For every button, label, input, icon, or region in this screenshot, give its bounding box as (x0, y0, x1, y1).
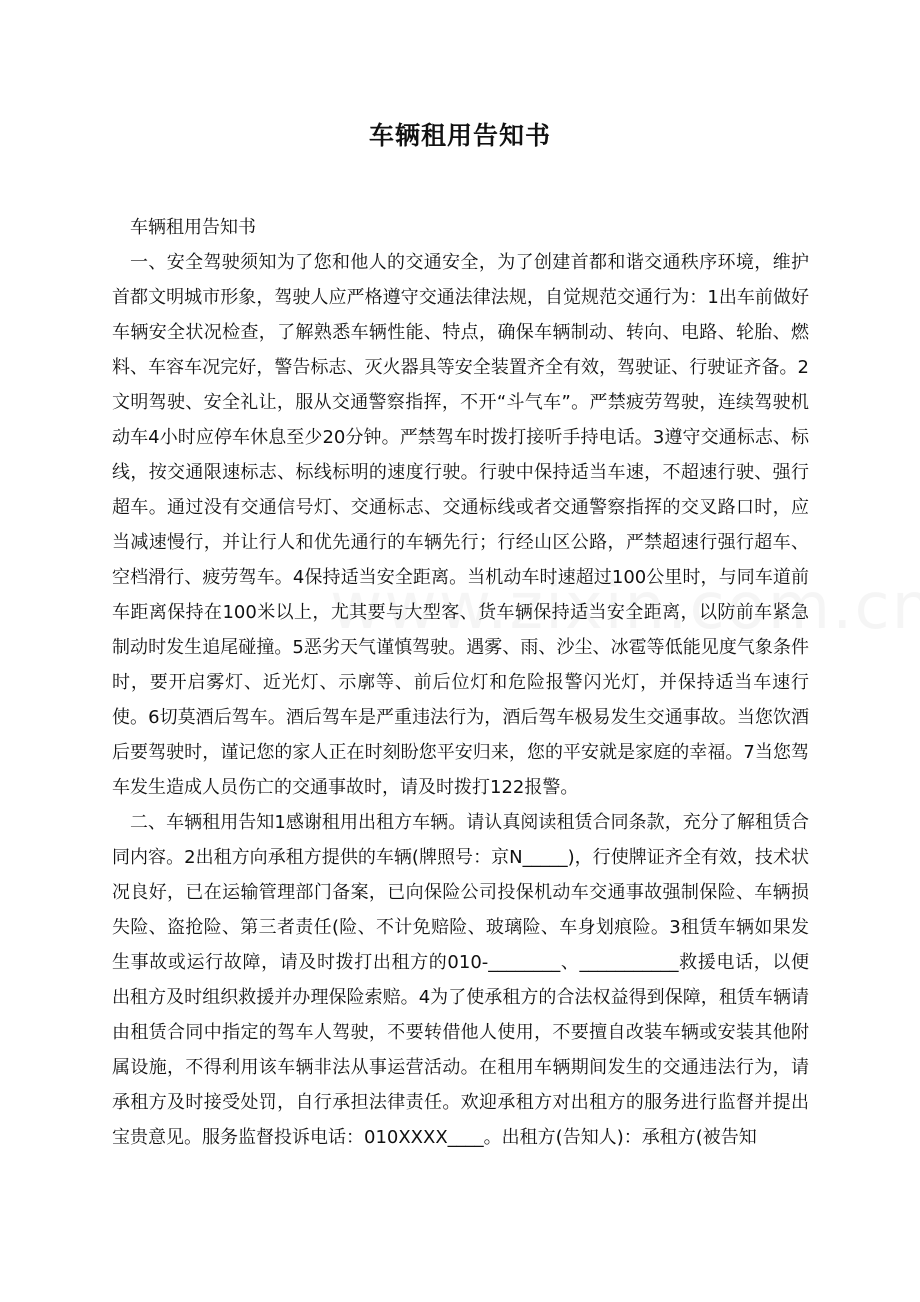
paragraph-safety-notice: 一、安全驾驶须知为了您和他人的交通安全，为了创建首都和谐交通秩序环境，维护首都文明城市形象，驾驶人应严格遵守交通法律法规，自觉规范交通行为：1出车前做好车辆安全状况检查，了解熟悉车辆性能、特点，确保车辆制动、转向、电路、轮胎、燃料、车容车况完好，警告标志、灭火器具等安全装置齐全有效，驾驶证、行驶证齐备。2文明驾驶、安全礼让，服从交通警察指挥，不开“斗气车”。严禁疲劳驾驶，连续驾驶机动车4小时应停车休息至少20分钟。严禁驾车时拨打接听手持电话。3遵守交通标志、标线，按交通限速标志、标线标明的速度行驶。行驶中保持适当车速，不超速行驶、强行超车。通过没有交通信号灯、交通标志、交通标线或者交通警察指挥的交叉路口时，应当减速慢行，并让行人和优先通行的车辆先行；行经山区公路，严禁超速行强行超车、空档滑行、疲劳驾车。4保持适当安全距离。当机动车时速超过100公里时，与同车道前车距离保持在100米以上，尤其要与大型客、货车辆保持适当安全距离，以防前车紧急制动时发生追尾碰撞。5恶劣天气谨慎驾驶。遇雾、雨、沙尘、冰雹等低能见度气象条件时，要开启雾灯、近光灯、示廓等、前后位灯和危险报警闪光灯，并保持适当车速行使。6切莫酒后驾车。酒后驾车是严重违法行为，酒后驾车极易发生交通事故。当您饮酒后要驾驶时，谨记您的家人正在时刻盼您平安归来，您的平安就是家庭的幸福。7当您驾车发生造成人员伤亡的交通事故时，请及时拨打122报警。 (112, 252, 809, 798)
paragraph-rental-notice: 二、车辆租用告知1感谢租用出租方车辆。请认真阅读租赁合同条款，充分了解租赁合同内容。2出租方向承租方提供的车辆(牌照号：京N_____)，行使牌证齐全有效，技术状况良好，已在运输管理部门备案，已向保险公司投保机动车交通事故强制保险、车辆损失险、盗抢险、第三者责任(险、不计免赔险、玻璃险、车身划痕险。3租赁车辆如果发生事故或运行故障，请及时拨打出租方的010-________、___________救援电话，以便出租方及时组织救援并办理保险索赔。4为了使承租方的合法权益得到保障，租赁车辆请由租赁合同中指定的驾车人驾驶，不要转借他人使用，不要擅自改装车辆或安装其他附属设施，不得利用该车辆非法从事运营活动。在租用车辆期间发生的交通违法行为，请承租方及时接受处罚，自行承担法律责任。欢迎承租方对出租方的服务进行监督并提出宝贵意见。服务监督投诉电话：010XXXX____。出租方(告知人)：承租方(被告知 (112, 812, 809, 1148)
document-body (112, 210, 809, 1155)
document-title: 车辆租用告知书 (368, 121, 551, 150)
document-subtitle: 车辆租用告知书 (130, 217, 256, 238)
